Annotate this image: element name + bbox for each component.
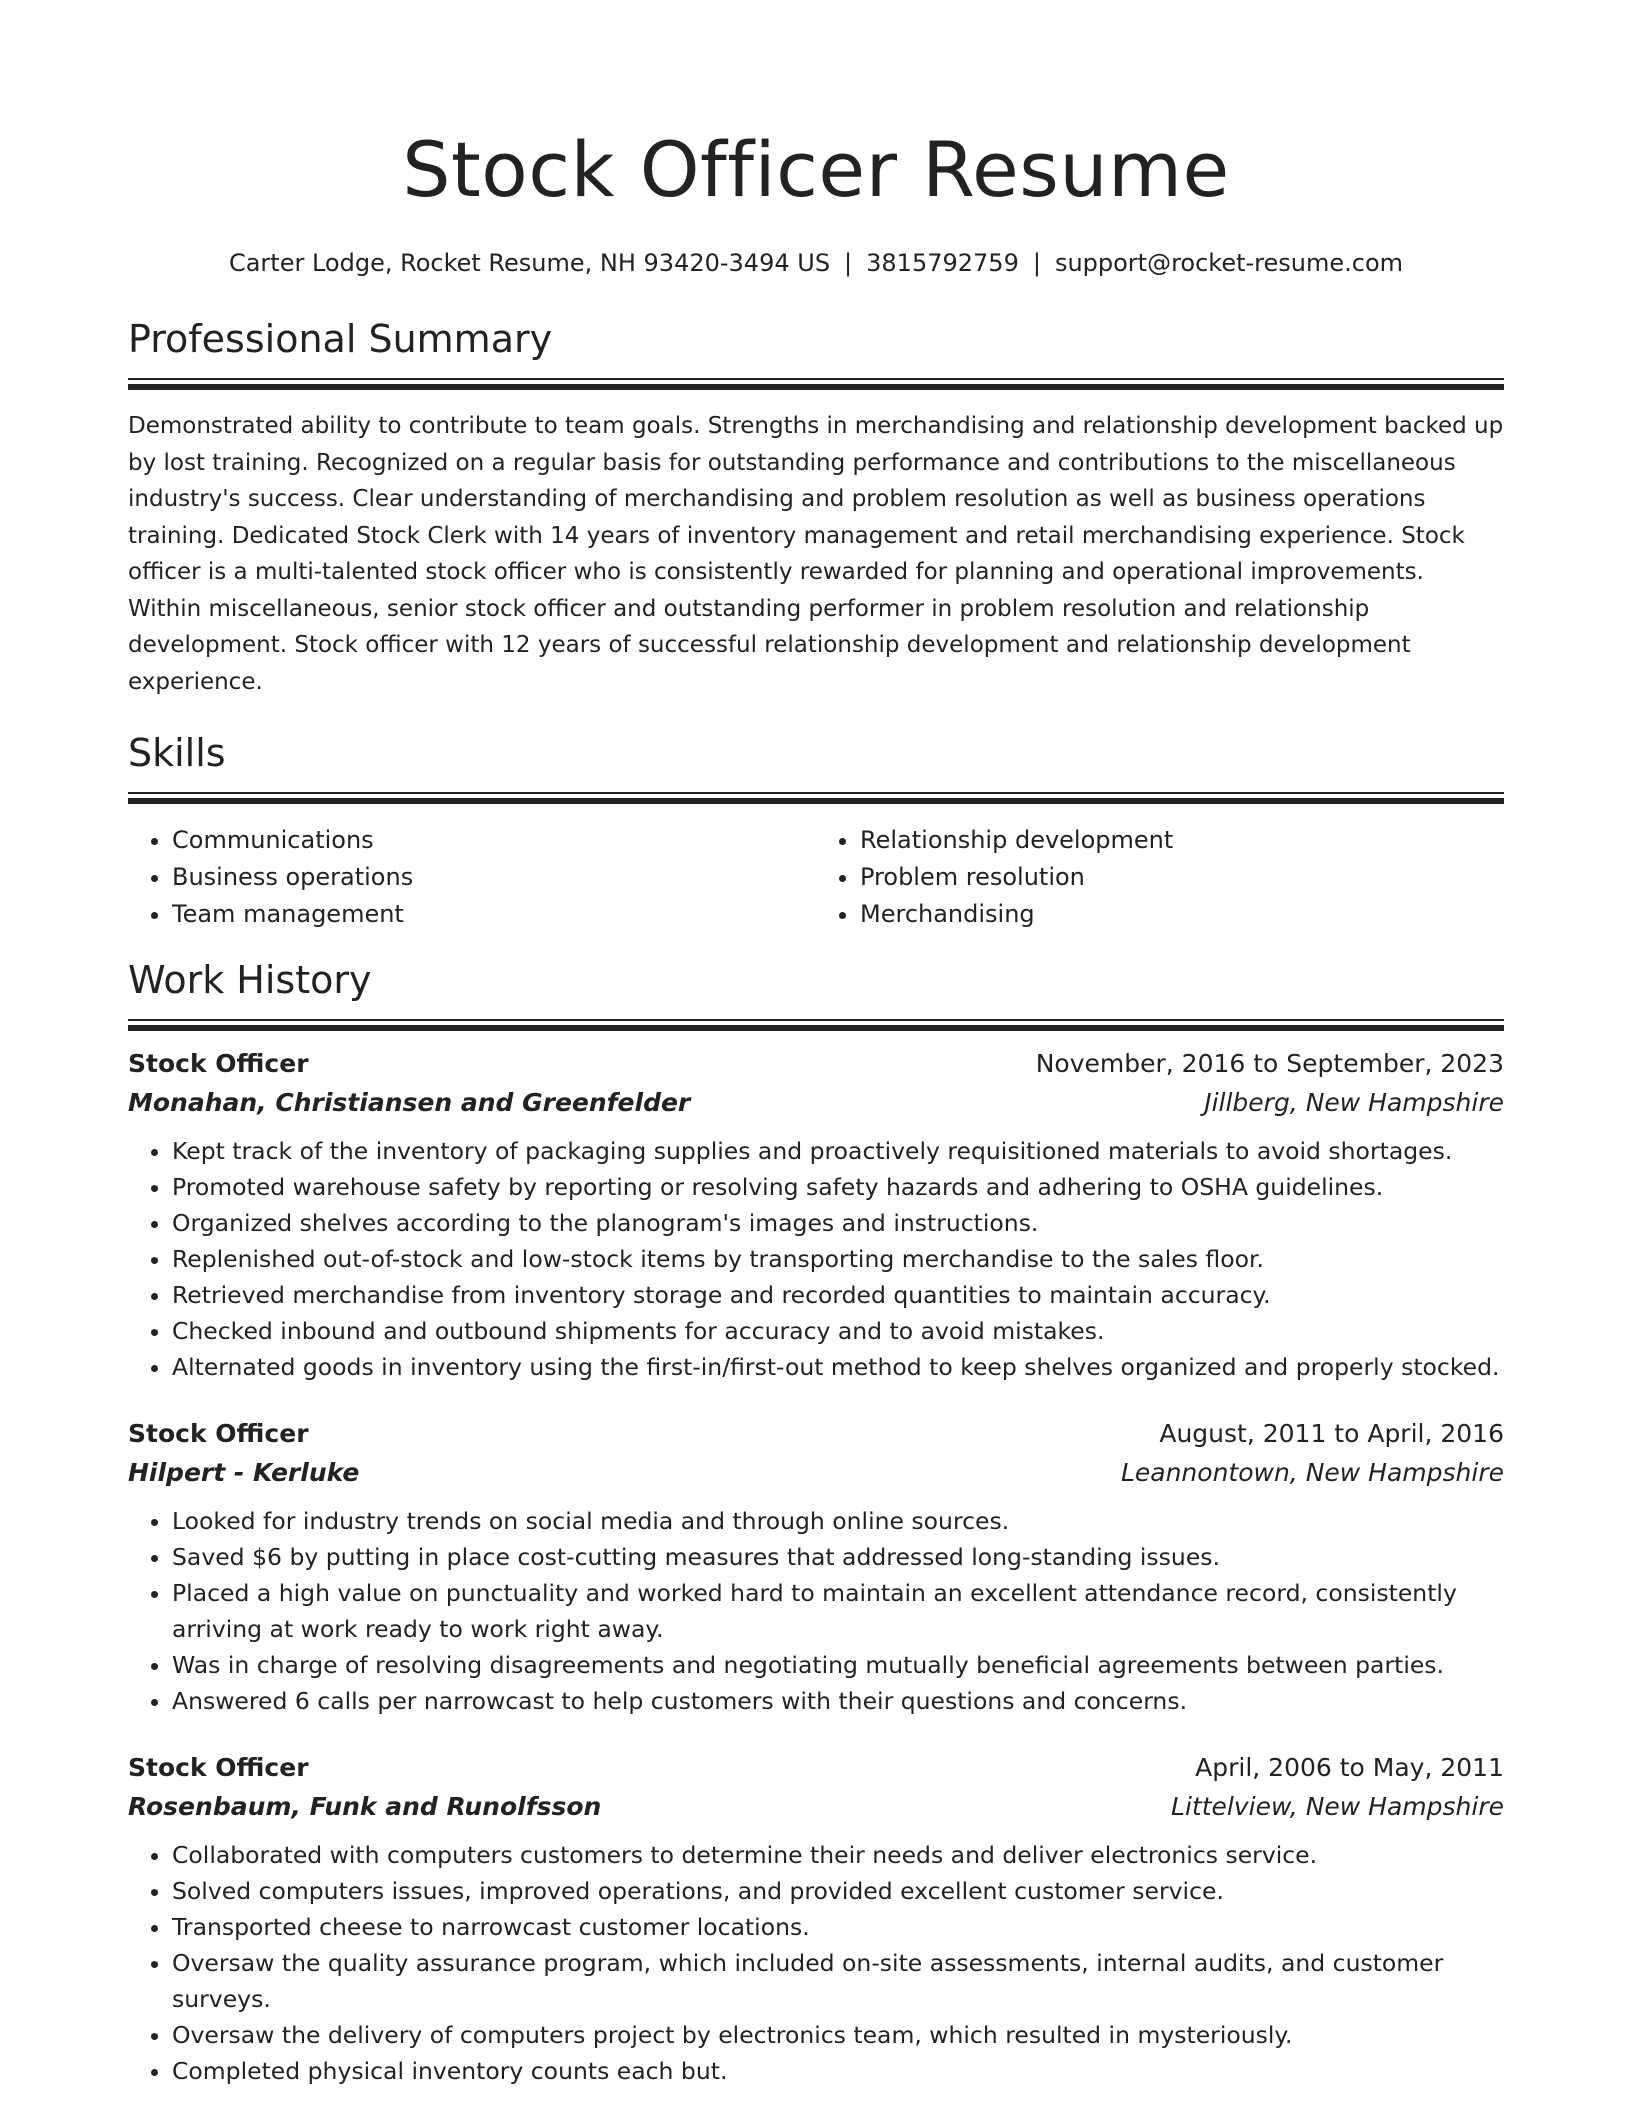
duty-item: • Completed physical inventory counts each but.: [172, 2053, 1504, 2089]
job-location: Littelview, New Hampshire: [1171, 1792, 1504, 1821]
skills-heading: Skills: [128, 731, 226, 775]
summary-text: Demonstrated ability to contribute to team goals. Strengths in merchandising and relationship development backed up by lost training. Recognized on a regular basis for outstanding performance and contributions to the miscellaneous industry's success. Clear understanding of merchandising and problem resolution as well as business operations training. Dedicated Stock Clerk with 14 years of inventory management and retail merchandising experience. Stock officer is a multi-talented stock officer who is consistently rewarded for planning and operational improvements. Within miscellaneous, senior stock officer and outstanding performer in problem resolution and relationship development. Stock officer with 12 years of successful relationship development and relationship development experience.: [128, 413, 1504, 695]
duty-item: • Alternated goods in inventory using the first-in/first-out method to keep shelves organized and properly stocked.: [172, 1349, 1504, 1385]
summary-section: [128, 314, 1504, 700]
duty-item: • Kept track of the inventory of packaging supplies and proactively requisitioned materials to avoid shortages.: [172, 1133, 1504, 1169]
skills-section: [128, 728, 1504, 933]
job-entry: [128, 1415, 1504, 1719]
duty-list: [128, 1133, 1504, 1385]
duty-item: • Oversaw the quality assurance program, which included on-site assessments, internal audits, and customer surveys.: [172, 1945, 1504, 2017]
section-divider: [128, 1019, 1504, 1031]
job-header: [128, 1749, 1504, 1787]
page-title: Stock Officer Resume: [402, 125, 1230, 214]
duty-item: • Promoted warehouse safety by reporting or resolving safety hazards and adhering to OSHA guidelines.: [172, 1169, 1504, 1205]
job-title: Stock Officer: [128, 1049, 309, 1078]
duty-item: • Oversaw the delivery of computers project by electronics team, which resulted in mysteriously.: [172, 2017, 1504, 2053]
contact-email[interactable]: support@rocket-resume.com: [1054, 249, 1404, 277]
job-entry: [128, 1749, 1504, 2089]
job-subheader: [128, 1083, 1504, 1123]
duty-item: • Transported cheese to narrowcast customer locations.: [172, 1909, 1504, 1945]
contact-separator: |: [844, 249, 853, 277]
job-subheader: [128, 1453, 1504, 1493]
section-divider: [128, 792, 1504, 804]
skill-item: • Business operations: [172, 859, 816, 896]
company-name: Hilpert - Kerluke: [128, 1458, 360, 1487]
duty-item: • Saved $6 by putting in place cost-cutting measures that addressed long-standing issues.: [172, 1539, 1504, 1575]
duty-item: • Retrieved merchandise from inventory storage and recorded quantities to maintain accuracy.: [172, 1277, 1504, 1313]
job-entry: [128, 1045, 1504, 1385]
skill-item: • Merchandising: [860, 896, 1504, 933]
job-dates: April, 2006 to May, 2011: [1195, 1753, 1504, 1782]
job-dates: November, 2016 to September, 2023: [1035, 1049, 1504, 1078]
duty-item: • Organized shelves according to the planogram's images and instructions.: [172, 1205, 1504, 1241]
job-subheader: [128, 1787, 1504, 1827]
job-header: [128, 1415, 1504, 1453]
contact-address: Carter Lodge, Rocket Resume, NH 93420-3494 US: [228, 249, 831, 277]
skill-item: • Communications: [172, 822, 816, 859]
contact-separator: |: [1032, 249, 1041, 277]
duty-item: • Collaborated with computers customers to determine their needs and deliver electronics service.: [172, 1837, 1504, 1873]
duty-item: • Solved computers issues, improved operations, and provided excellent customer service.: [172, 1873, 1504, 1909]
duty-item: • Placed a high value on punctuality and worked hard to maintain an excellent attendance record, consistently arriving at work ready to work right away.: [172, 1575, 1504, 1647]
job-location: Leannontown, New Hampshire: [1120, 1458, 1504, 1487]
summary-heading: Professional Summary: [128, 317, 553, 361]
skills-column-left: [128, 822, 816, 933]
contact-line: [128, 248, 1504, 278]
duty-item: • Looked for industry trends on social media and through online sources.: [172, 1503, 1504, 1539]
skills-column-right: [816, 822, 1504, 933]
company-name: Rosenbaum, Funk and Runolfsson: [128, 1792, 602, 1821]
skill-item: • Relationship development: [860, 822, 1504, 859]
job-dates: August, 2011 to April, 2016: [1159, 1419, 1504, 1448]
contact-phone: 3815792759: [866, 249, 1019, 277]
duty-item: • Replenished out-of-stock and low-stock items by transporting merchandise to the sales floor.: [172, 1241, 1504, 1277]
job-title: Stock Officer: [128, 1753, 309, 1782]
duty-list: [128, 1503, 1504, 1719]
resume-page: [128, 0, 1504, 2119]
section-divider: [128, 378, 1504, 390]
work-section: [128, 955, 1504, 2089]
skill-item: • Problem resolution: [860, 859, 1504, 896]
duty-item: • Was in charge of resolving disagreements and negotiating mutually beneficial agreements between parties.: [172, 1647, 1504, 1683]
skills-list: [128, 822, 1504, 933]
job-list: [128, 1045, 1504, 2089]
job-location: Jillberg, New Hampshire: [1204, 1088, 1504, 1117]
duty-item: • Answered 6 calls per narrowcast to help customers with their questions and concerns.: [172, 1683, 1504, 1719]
duty-item: • Checked inbound and outbound shipments for accuracy and to avoid mistakes.: [172, 1313, 1504, 1349]
work-heading: Work History: [128, 958, 372, 1002]
skill-item: • Team management: [172, 896, 816, 933]
duty-list: [128, 1837, 1504, 2089]
job-header: [128, 1045, 1504, 1083]
job-title: Stock Officer: [128, 1419, 309, 1448]
company-name: Monahan, Christiansen and Greenfelder: [128, 1088, 691, 1117]
